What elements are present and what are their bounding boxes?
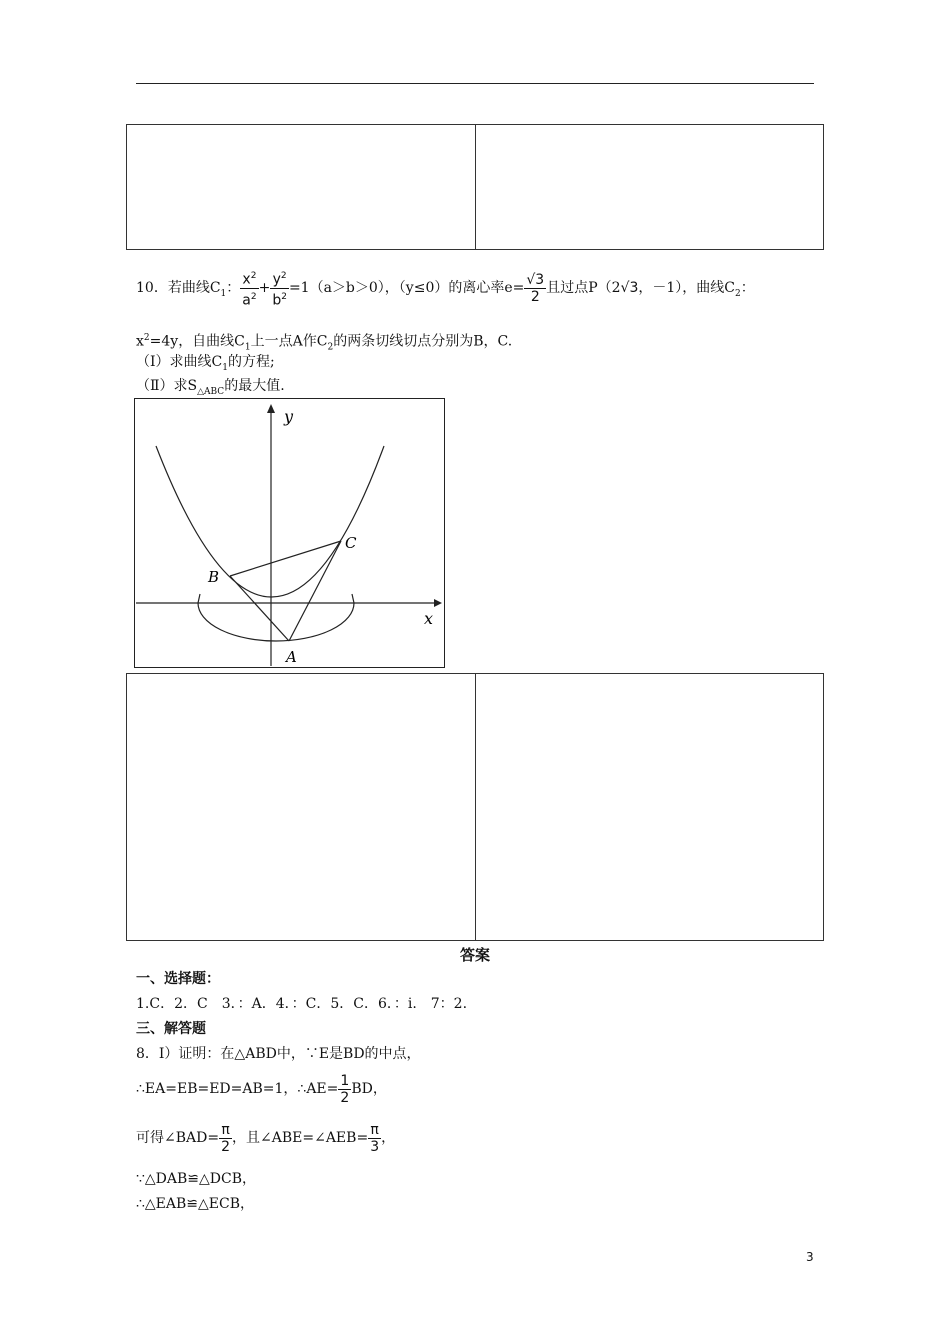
figure-border — [135, 399, 445, 668]
l9a: ∴EA=EB=ED=AB=1，∴AE= — [136, 1081, 339, 1097]
q10-p2sub: △ABC — [197, 386, 225, 397]
q10-l2sub2: 2 — [327, 342, 334, 353]
l10c: ， — [381, 1130, 396, 1146]
q10-l2c: 上一点A作C — [250, 333, 328, 350]
answer-box-bottom-divider — [475, 674, 476, 940]
q10-sub1: 1 — [220, 288, 227, 299]
answers-line-11: ∵△DAB≌△DCB， — [136, 1171, 257, 1187]
answers-line-9 — [136, 1068, 387, 1110]
answers-line-8: 8．Ⅰ）证明：在△ABD中，∵E是BD的中点， — [136, 1046, 421, 1062]
frac-a: a — [242, 292, 251, 309]
y-axis-label: y — [284, 407, 294, 426]
fraction-sqrt3-2 — [524, 272, 546, 305]
l10b: ，且∠ABE=∠AEB= — [232, 1130, 369, 1146]
frac-y: y — [272, 271, 281, 288]
q10-l2a: x — [136, 333, 144, 350]
header-rule — [136, 83, 814, 84]
q10-l2d: 的两条切线切点分别为B，C. — [333, 333, 513, 350]
frac-a-exp: 2 — [250, 291, 257, 302]
answers-line-1: 1.C．2．C 3．：A．4．：C．5．C．6．：i. 7：2. — [136, 996, 468, 1012]
answers-title: 答案 — [459, 946, 490, 964]
l10num: π — [221, 1121, 230, 1138]
q10-cond2: 且过点P（2 — [546, 280, 621, 296]
l10num2: π — [370, 1121, 379, 1138]
frac-x-exp: 2 — [250, 270, 257, 281]
q10-cond1: =1（a＞b＞0），（y≤0）的离心率e= — [288, 280, 525, 296]
q10-l2b: =4y，自曲线C — [149, 333, 245, 350]
tangent-line-ab — [230, 576, 289, 641]
q10-line1 — [136, 264, 755, 318]
q10-lead: 10．若曲线C — [136, 280, 221, 296]
page-number: 3 — [806, 1250, 814, 1264]
answer-box-divider — [475, 125, 476, 249]
l9num: 1 — [340, 1072, 350, 1089]
frac-two: 2 — [524, 288, 546, 305]
ellipse-right-tick — [352, 594, 354, 603]
answers-line-12: ∴△EAB≌△ECB， — [136, 1196, 255, 1212]
frac-b: b — [272, 292, 282, 309]
x-axis-arrow — [434, 599, 442, 607]
q10-p2b: 的最大值. — [224, 378, 285, 394]
l10a: 可得∠BAD= — [136, 1130, 220, 1146]
q10-p1sub: 1 — [222, 362, 228, 373]
answers-line-10 — [136, 1117, 395, 1159]
tangent-line-ac — [289, 541, 341, 641]
frac-x: x — [242, 271, 251, 288]
q10-p1b: 的方程; — [227, 354, 275, 370]
point-c-label: C — [345, 534, 357, 552]
fraction-pi-2 — [219, 1122, 232, 1155]
ellipse-left-tick — [198, 594, 200, 603]
q10-colon2: ： — [740, 280, 755, 296]
q10-l2sup: 2 — [143, 333, 150, 343]
parabola-figure — [134, 398, 446, 668]
q10-part1 — [136, 353, 275, 377]
answers-section-3: 三、解答题 — [136, 1021, 206, 1037]
fraction-x2-a2 — [240, 268, 258, 308]
x-axis-label: x — [424, 609, 434, 628]
q10-sqrt3b: √3 — [620, 280, 639, 296]
chord-bc — [230, 541, 341, 576]
q10-plus: + — [258, 280, 271, 296]
y-axis-arrow — [267, 404, 275, 413]
parabola-c2 — [156, 446, 384, 597]
q10-colon: ： — [226, 280, 241, 296]
l9den: 2 — [340, 1089, 350, 1106]
point-b-label: B — [208, 568, 220, 586]
fraction-y2-b2 — [270, 268, 289, 308]
frac-y-exp: 2 — [280, 270, 287, 281]
q10-sub2: 2 — [734, 288, 741, 299]
fraction-half — [338, 1073, 351, 1106]
q10-p1a: （Ⅰ）求曲线C — [136, 354, 223, 370]
frac-b-exp: 2 — [281, 291, 287, 302]
q10-p2a: （Ⅱ）求S — [136, 378, 198, 394]
answers-section-1: 一、选择题： — [136, 971, 220, 987]
fraction-pi-3 — [368, 1122, 381, 1155]
point-a-label: A — [286, 648, 297, 666]
frac-sqrt3: √3 — [526, 271, 545, 288]
l10den: 2 — [221, 1138, 231, 1155]
ellipse-c1 — [198, 603, 354, 641]
l9b: BD， — [351, 1081, 387, 1097]
answer-box-bottom — [126, 673, 824, 941]
q10-cond3: ，－1），曲线C — [638, 280, 735, 296]
l10den2: 3 — [370, 1138, 380, 1155]
answer-box-top — [126, 124, 824, 250]
q10-l2sub1: 1 — [244, 342, 251, 353]
